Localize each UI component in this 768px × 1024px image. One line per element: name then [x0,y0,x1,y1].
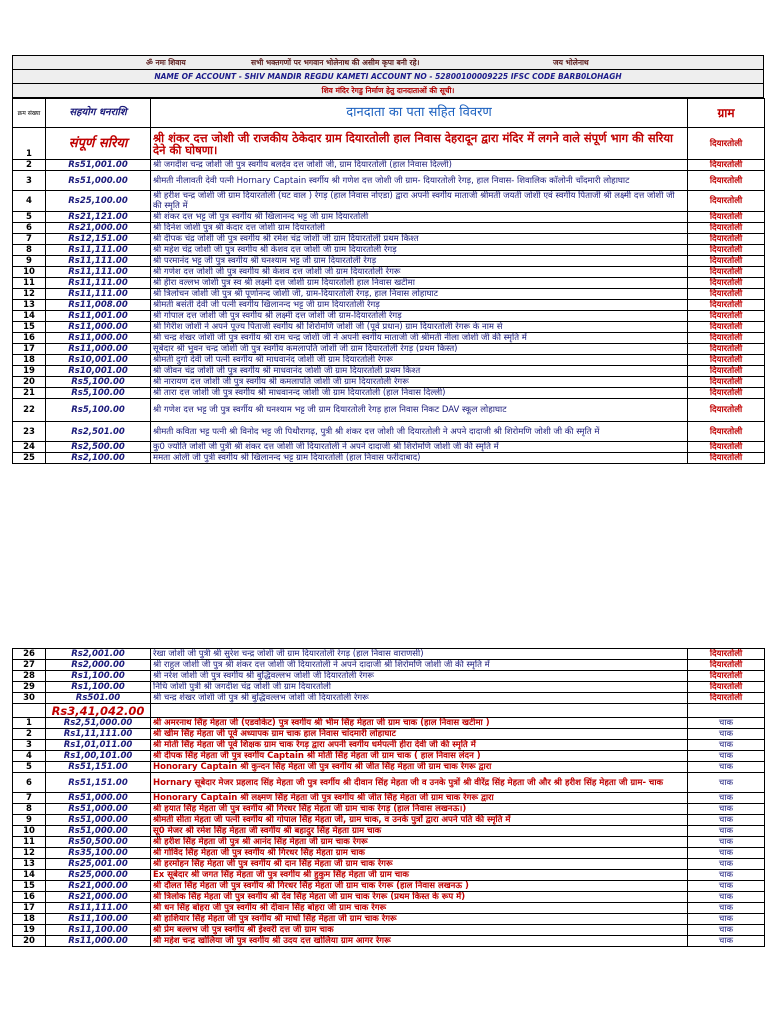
row-amount: Rs11,111.00 [46,267,151,278]
row-no: 19 [13,925,46,936]
row-details: निधि जोशी पुत्री श्री जगदीश चंद्र जोशी जी ग्राम दियारतोली [151,682,688,693]
row-amount: Rs1,01,011.00 [46,740,151,751]
row-amount: Rs2,000.00 [46,660,151,671]
row-details: श्रीमती सीता मेहता जी पत्नी स्वर्गीय श्री गोपाल सिंह मेहता जी, ग्राम चाक, व उनके पुत्रों द्वारा अपने पति की स्मृति में [151,815,688,826]
row-no: 8 [13,245,46,256]
row-amount: Rs2,001.00 [46,649,151,660]
row-no: 24 [13,442,46,453]
row-details: श्री खीम सिंह मेहता जी पूर्व अध्यापक ग्राम चाक हाल निवास चांदमारी लोहाघाट [151,729,688,740]
table-row [13,892,765,903]
row-village: चाक [688,881,765,892]
table-row [13,740,765,751]
table-row [13,289,765,300]
row-amount: Rs5,100.00 [46,377,151,388]
table-row [13,671,765,682]
row-details: श्री अमरनाथ सिंह मेहता जी (एडवोकेट) पुत्र स्वर्गीय श्री भीम सिंह मेहता जी ग्राम चाक (हाल निवास खटीमा ) [151,718,688,729]
row-no: 12 [13,848,46,859]
total-amount: Rs3,41,042.00 [46,704,151,718]
row-no: 16 [13,892,46,903]
row-details: श्री गणेश दत्त जोशी जी पुत्र स्वर्गीय श्री केशव दत्त जोशी जी ग्राम दियारतोली रेगरू [151,267,688,278]
row-village: दियारतोली [688,128,765,160]
row-amount: Rs11,001.00 [46,311,151,322]
row-village: चाक [688,815,765,826]
row-village: चाक [688,773,765,793]
row-no: 3 [13,740,46,751]
row-no: 5 [13,212,46,223]
column-header-row [13,99,765,128]
blessing-text: सभी भक्तगणों पर भगवान भोलेनाथ की असीम कृपा बनी रहे। [251,58,420,67]
row-no: 9 [13,815,46,826]
table-row [13,245,765,256]
row-details: श्री गोविंद सिंह मेहता जी पुत्र स्वर्गीय श्री गिरधर सिंह मेहता ग्राम चाक [151,848,688,859]
row-no: 13 [13,300,46,311]
row-details: श्री दौलत सिंह मेहता जी पुत्र स्वर्गीय श्री गिरधर सिंह मेहता जी ग्राम चाक रेगरू (हाल निवास लखनऊ ) [151,881,688,892]
table-row [13,453,765,464]
row-amount: Rs11,008.00 [46,300,151,311]
row-village: चाक [688,751,765,762]
row-village: दियारतोली [688,322,765,333]
table-row [13,903,765,914]
table-row [13,344,765,355]
row-amount: Rs11,000.00 [46,333,151,344]
row-no: 25 [13,453,46,464]
row-no: 18 [13,914,46,925]
row-details: श्री महेश चन्द्र खोलिया जी पुत्र स्वर्गीय श्री उदय दत्त खोलिया ग्राम आगर रेगरू [151,936,688,947]
row-no: 14 [13,311,46,322]
row-amount: Rs21,000.00 [46,892,151,903]
table-row [13,300,765,311]
row-village: दियारतोली [688,300,765,311]
row-no: 20 [13,377,46,388]
row-amount: Rs11,111.00 [46,278,151,289]
account-text: NAME OF ACCOUNT - SHIV MANDIR REGDU KAMETI ACCOUNT NO - 52800100009225 IFSC CODE BARB0LOHAGH [154,72,622,81]
table-row [13,311,765,322]
table-row [13,267,765,278]
row-no: 3 [13,171,46,191]
row-no: 7 [13,234,46,245]
row-amount: Rs10,001.00 [46,366,151,377]
row-details: Honorary Captain श्री लक्ष्मण सिंह मेहता जी पुत्र स्वर्गीय श्री जीत सिंह मेहता जी ग्राम चाक रेगरू द्वारा [151,793,688,804]
table-row [13,128,765,160]
row-village: चाक [688,793,765,804]
row-details: श्री त्रिलोचन जोशी जी पुत्र श्री पूर्णानन्द जोशी जी, ग्राम-दियारतोली रेगड़, हाल निवास लोहाघाट [151,289,688,300]
table-row [13,355,765,366]
table-row [13,881,765,892]
row-amount: Rs51,001.00 [46,160,151,171]
table-row [13,660,765,671]
row-details: श्रीमती दुर्गा देवी जी पत्नी स्वर्गीय श्री माधवानंद जोशी जी ग्राम दियारतोली रेगरू [151,355,688,366]
row-details: श्री हरीश चन्द्र जोशी जी ग्राम दियारतोली (घट वाल ) रेगड़ (हाल निवास नोएडा) द्वारा अपनी स्वर्गीय माताजी श्रीमती जयती जोशी एवं स्वर्गीय पिताजी श्री लक्ष्मी दत्त जोशी जी की स्मृति में [151,191,688,212]
row-village: दियारतोली [688,442,765,453]
row-details: श्री दिनेश जोशी पुत्र श्री केदार दत्त जोशी ग्राम दियारतोली [151,223,688,234]
row-amount: Rs12,151.00 [46,234,151,245]
row-no: 7 [13,793,46,804]
table-row [13,870,765,881]
row-details: श्री चन्द्र शेखर जोशी जी पुत्र श्री बुद्धिवल्लभ जोशी जी दियारतोली रेगरू [151,693,688,704]
header-account-row [12,69,764,83]
row-amount: Rs1,00,101.00 [46,751,151,762]
table-row [13,322,765,333]
row-amount: संपूर्ण सरिया [46,128,151,160]
row-amount: Rs11,000.00 [46,322,151,333]
row-no: 28 [13,671,46,682]
row-amount: Rs21,121.00 [46,212,151,223]
row-no: 11 [13,837,46,848]
row-no: 14 [13,870,46,881]
row-amount: Rs51,000.00 [46,171,151,191]
row-details: श्री गणेश दत्त भट्ट जी पुत्र स्वर्गीय श्री घनश्याम भट्ट जी ग्राम दियारतोली रेगड़ हाल निवास निकट DAV स्कूल लोहाघाट [151,399,688,422]
table-row [13,773,765,793]
row-village: दियारतोली [688,267,765,278]
row-amount: Rs50,500.00 [46,837,151,848]
row-details: श्री हरीश सिंह मेहता जी पुत्र श्री आनंद सिंह मेहता जी ग्राम चाक रेगरू [151,837,688,848]
row-amount: Rs25,000.00 [46,870,151,881]
row-details: श्री हरमोहन सिंह मेहता जी पुत्र स्वर्गीय श्री दान सिंह मेहता जी ग्राम चाक रेगरू [151,859,688,870]
row-village: चाक [688,859,765,870]
table-row [13,388,765,399]
row-village: दियारतोली [688,660,765,671]
row-amount: Rs11,111.00 [46,289,151,300]
donor-table-2 [12,648,765,947]
row-no: 27 [13,660,46,671]
row-amount: Rs25,001.00 [46,859,151,870]
row-details: श्री हीरा वल्लभ जोशी पुत्र स्व श्री लक्ष्मी दत्त जोशी ग्राम दियारतोली हाल निवास खटीमा [151,278,688,289]
row-no: 6 [13,223,46,234]
table-row [13,815,765,826]
table-row [13,804,765,815]
row-village: चाक [688,837,765,848]
table-row [13,837,765,848]
row-village: दियारतोली [688,234,765,245]
row-details: श्री नारायण दत्त जोशी जी पुत्र स्वर्गीय श्री कमलापति जोशी जी ग्राम दियारतोली रेगरू [151,377,688,388]
table-row [13,682,765,693]
row-amount: Rs11,100.00 [46,914,151,925]
row-no: 1 [13,718,46,729]
row-details: श्रीमती नीलावती देवी पत्नी Hornary Captain स्वर्गीय श्री गणेश दत्त जोशी जी ग्राम- दियारतोली रेगड़, हाल निवास- शिवालिक कॉलोनी चाँदमारी लोहाघाट [151,171,688,191]
row-village: दियारतोली [688,422,765,442]
row-amount: Rs2,500.00 [46,442,151,453]
table-row [13,793,765,804]
row-village: दियारतोली [688,289,765,300]
row-details: श्री परमानंद भट्ट जी पुत्र स्वर्गीय श्री घनश्याम भट्ट जी ग्राम दियारतोली रेगड़ [151,256,688,267]
row-no: 2 [13,160,46,171]
row-amount: Rs5,100.00 [46,388,151,399]
table-row [13,826,765,837]
row-amount: Rs51,000.00 [46,793,151,804]
table-row [13,762,765,773]
table-row [13,848,765,859]
table-row [13,693,765,704]
row-amount: Rs21,000.00 [46,881,151,892]
row-details: श्री नरेश जोशी जी पुत्र स्वर्गीय श्री बुद्धिवल्लभ जोशी जी दियारतोली रेगरू [151,671,688,682]
table-row [13,422,765,442]
row-amount: Rs51,151.00 [46,762,151,773]
row-village: दियारतोली [688,693,765,704]
row-details: श्रीमती बसंती देवी जी पत्नी स्वर्गीय खिलानन्द भट्ट जी ग्राम दियारतोली रेगड़ [151,300,688,311]
table-row [13,859,765,870]
row-details: श्री शंकर दत्त जोशी जी राजकीय ठेकेदार ग्राम दियारतोली हाल निवास देहरादून द्वारा मंदिर में लगने वाले संपूर्ण भाग की सरिया देने की घोषणा। [151,128,688,160]
table-row [13,278,765,289]
row-amount: Rs51,000.00 [46,804,151,815]
donor-sheet-page-2 [12,648,764,947]
row-village: दियारतोली [688,355,765,366]
row-village: दियारतोली [688,377,765,388]
row-village: दियारतोली [688,399,765,422]
row-amount: Rs11,111.00 [46,256,151,267]
row-details: श्री शंकर दत्त भट्ट जी पुत्र स्वर्गीय श्री खिलानन्द भट्ट जी ग्राम दियारतोली [151,212,688,223]
row-village: चाक [688,826,765,837]
row-village: दियारतोली [688,256,765,267]
row-no: 9 [13,256,46,267]
table-row [13,191,765,212]
table-row [13,649,765,660]
row-amount: Rs21,000.00 [46,223,151,234]
table-row [13,171,765,191]
row-no: 10 [13,826,46,837]
om-text: ॐ नमः शिवाय [146,58,186,67]
row-no: 4 [13,191,46,212]
row-details: ममता ओली जी पुत्री स्वर्गीय श्री खिलानन्द भट्ट ग्राम दियारतोली (हाल निवास फरीदाबाद) [151,453,688,464]
table-row [13,377,765,388]
row-details: श्री हाशियार सिंह मेहता जी पुत्र स्वर्गीय श्री माधो सिंह मेहता जी ग्राम चाक रेगरू [151,914,688,925]
row-amount: Rs25,100.00 [46,191,151,212]
table-row [13,366,765,377]
row-village: दियारतोली [688,223,765,234]
row-amount: Rs11,000.00 [46,936,151,947]
row-amount: Rs51,151.00 [46,773,151,793]
table-row [13,442,765,453]
row-village: दियारतोली [688,682,765,693]
row-amount: Rs1,11,111.00 [46,729,151,740]
donor-table-1 [12,98,765,464]
table-row [13,914,765,925]
row-no: 11 [13,278,46,289]
table-row [13,223,765,234]
row-village: दियारतोली [688,388,765,399]
row-amount: Rs11,000.00 [46,344,151,355]
row-details: कु0 ज्योति जोशी जी पुत्री श्री शंकर दत्त जोशी जी दियारतोली ने अपने दादाजी श्री शिरोमणि जोशी जी की स्मृति में [151,442,688,453]
row-details: श्रीमती कविता भट्ट पत्नी श्री विनोद भट्ट जी पिथौरागढ़, पुत्री श्री शंकर दत्त जोशी जी दियारतोली ने अपने दादाजी श्री शिरोमणि जोशी जी की स्मृति में [151,422,688,442]
row-village: चाक [688,936,765,947]
table-row [13,256,765,267]
table-row [13,333,765,344]
table-row [13,936,765,947]
row-amount: Rs11,100.00 [46,925,151,936]
col-details: दानदाता का पता सहित विवरण [151,99,688,128]
row-amount: Rs1,100.00 [46,682,151,693]
row-village: दियारतोली [688,671,765,682]
row-details: सूबेदार श्री भुवन चन्द्र जोशी जी पुत्र स्वर्गीय कमलापति जोशी जी ग्राम दियारतोली रेगड़ (प्रथम किस्त) [151,344,688,355]
row-details: श्री गिरीश जोशी ने अपने पूज्य पिताजी स्वर्गीय श्री शिरोमणि जोशी जी (पूर्व प्रधान) ग्राम दियारतोली रेगरू के नाम से [151,322,688,333]
row-village: दियारतोली [688,344,765,355]
row-details: श्री जगदीश चन्द्र जोशी जी पुत्र स्वर्गीय बलदेव दत्त जोशी जी, ग्राम दियारतोली (हाल निवास दिल्ली) [151,160,688,171]
row-village: चाक [688,892,765,903]
row-amount: Rs501.00 [46,693,151,704]
row-no: 30 [13,693,46,704]
row-no: 10 [13,267,46,278]
row-village: चाक [688,925,765,936]
row-village: चाक [688,740,765,751]
row-amount: Rs10,001.00 [46,355,151,366]
row-no: 15 [13,881,46,892]
row-village: चाक [688,804,765,815]
row-village: दियारतोली [688,453,765,464]
row-no: 17 [13,344,46,355]
table-row [13,729,765,740]
row-details: श्री हयात सिंह मेहता जी पुत्र स्वर्गीय श्री गिरधर सिंह मेहता जी ग्राम चाक रेगड़ (हाल निवास लखनऊ।) [151,804,688,815]
header-invocation-row [12,55,764,69]
table-row [13,399,765,422]
header-subtitle-row [12,83,764,98]
row-details: श्री मोती सिंह मेहता जी पूर्व शिक्षक ग्राम चाक रेगड़ द्वारा अपनी स्वर्गीय धर्मपत्नी हीरा देवी जी की स्मृति में [151,740,688,751]
row-village: दियारतोली [688,311,765,322]
row-details: श्री गोपाल दत्त जोशी जी पुत्र स्वर्गीय श्री लक्ष्मी दत्त जोशी जी ग्राम-दियारतोली रेगड़ [151,311,688,322]
row-village: चाक [688,762,765,773]
table-row [13,212,765,223]
row-amount: Rs5,100.00 [46,399,151,422]
row-no: 22 [13,399,46,422]
row-no: 13 [13,859,46,870]
row-village: दियारतोली [688,160,765,171]
table-row [13,925,765,936]
row-amount: Rs2,501.00 [46,422,151,442]
row-village: चाक [688,870,765,881]
row-details: श्री दीपक चंद्र जोशी जी पुत्र स्वर्गीय श्री रमेश चंद्र जोशी जी ग्राम दियारतोली प्रथम किश्त [151,234,688,245]
row-village: दियारतोली [688,333,765,344]
row-no: 23 [13,422,46,442]
row-village: दियारतोली [688,649,765,660]
row-village: दियारतोली [688,245,765,256]
row-village: चाक [688,848,765,859]
row-no: 5 [13,762,46,773]
row-details: श्री धन सिंह बोहरा जी पुत्र स्वर्गीय श्री दीवान सिंह बोहरा जी ग्राम चाक रेगरू [151,903,688,914]
row-village: दियारतोली [688,171,765,191]
subtitle-text: शिव मंदिर रेगडु निर्माण हेतु दानदाताओं की सूची। [321,86,455,95]
row-village: चाक [688,729,765,740]
row-no: 29 [13,682,46,693]
row-no: 4 [13,751,46,762]
row-details: श्री तारा दत्त जोशी जी पुत्र स्वर्गीय श्री माधवानन्द जोशी जी ग्राम दियारतोली (हाल निवास दिल्ली) [151,388,688,399]
row-village: दियारतोली [688,278,765,289]
table-row [13,751,765,762]
table-row [13,234,765,245]
row-no: 19 [13,366,46,377]
row-amount: Rs11,111.00 [46,245,151,256]
row-details: श्री चन्द्र शेखर जोशी जी पुत्र स्वर्गीय श्री राम चन्द्र जोशी जी ने अपनी स्वर्गीय माताजी जी श्रीमती नीला जोशी जी की स्मृति में [151,333,688,344]
row-no: 2 [13,729,46,740]
row-no: 12 [13,289,46,300]
table-row [13,160,765,171]
row-details: रेखा जोशी जी पुत्री श्री सुरेश चन्द्र जोशी जी ग्राम दियारतोली रेगड़ (हाल निवास वाराणसी) [151,649,688,660]
row-amount: Rs2,100.00 [46,453,151,464]
row-no: 17 [13,903,46,914]
row-amount: Rs11,111.00 [46,903,151,914]
row-details: श्री महेश चंद्र जोशी जी पुत्र स्वर्गीय श्री केशव दत्त जोशी जी ग्राम दियारतोली रेगड़ [151,245,688,256]
col-no: क्रम संख्या [13,99,46,128]
row-no: 21 [13,388,46,399]
row-no: 1 [13,128,46,160]
row-village: दियारतोली [688,212,765,223]
row-amount: Rs35,100.00 [46,848,151,859]
total-row [13,704,765,718]
row-details: Ex सूबेदार श्री जगत सिंह मेहता जी पुत्र स्वर्गीय श्री हुकुम सिंह मेहता जी ग्राम चाक [151,870,688,881]
row-no: 6 [13,773,46,793]
row-no: 8 [13,804,46,815]
row-details: श्री जीवन चंद्र जोशी जी पुत्र स्वर्गीय श्री माधवानंद जोशी जी ग्राम दियारतोली प्रथम किश्त [151,366,688,377]
row-amount: Rs2,51,000.00 [46,718,151,729]
row-details: श्री त्रिलोक सिंह मेहता जी पुत्र स्वर्गीय श्री देव सिंह मेहता जी ग्राम चाक रेगरू (प्रथम किस्त के रूप में) [151,892,688,903]
row-no: 16 [13,333,46,344]
row-amount: Rs51,000.00 [46,826,151,837]
row-no: 18 [13,355,46,366]
row-details: श्री दीपक सिंह मेहता जी पुत्र स्वर्गीय Captain श्री मोती सिंह मेहता जी ग्राम चाक ( हाल निवास लंदन ) [151,751,688,762]
donor-sheet-page-1 [12,55,764,464]
row-amount: Rs51,000.00 [46,815,151,826]
row-details: सू0 मेजर श्री रमेश सिंह मेहता जी स्वर्गीय श्री बहादुर सिंह मेहता ग्राम चाक [151,826,688,837]
row-village: दियारतोली [688,366,765,377]
row-village: चाक [688,903,765,914]
row-no: 26 [13,649,46,660]
row-amount: Rs1,100.00 [46,671,151,682]
row-details: Honorary Captain श्री कुन्दन सिंह मेहता जी पुत्र स्वर्गीय श्री जीत सिंह मेहता जी ग्राम चाक रेगरू द्वारा [151,762,688,773]
row-no: 15 [13,322,46,333]
row-details: श्री राहुल जोशी जी पुत्र श्री शंकर दत्त जोशी जी दियारतोली ने अपने दादाजी श्री शिरोमणि जोशी जी की स्मृति में [151,660,688,671]
row-village: चाक [688,914,765,925]
row-details: Hornary सूबेदार मेजर प्रहलाद सिंह मेहता जी पुत्र स्वर्गीय श्री दीवान सिंह मेहता जी व उनके पुत्रों श्री वीरेंद्र सिंह मेहता जी और श्री हरीश सिंह मेहता जी ग्राम- चाक [151,773,688,793]
col-village: ग्राम [688,99,765,128]
row-no: 20 [13,936,46,947]
row-village: दियारतोली [688,191,765,212]
row-details: श्री प्रेम बल्लभ जी पुत्र स्वर्गीय श्री ईश्वरी दत्त जी ग्राम चाक [151,925,688,936]
table-row [13,718,765,729]
row-village: चाक [688,718,765,729]
jai-text: जय भोलेनाथ [553,58,589,67]
col-amount: सहयोग धनराशि [46,99,151,128]
